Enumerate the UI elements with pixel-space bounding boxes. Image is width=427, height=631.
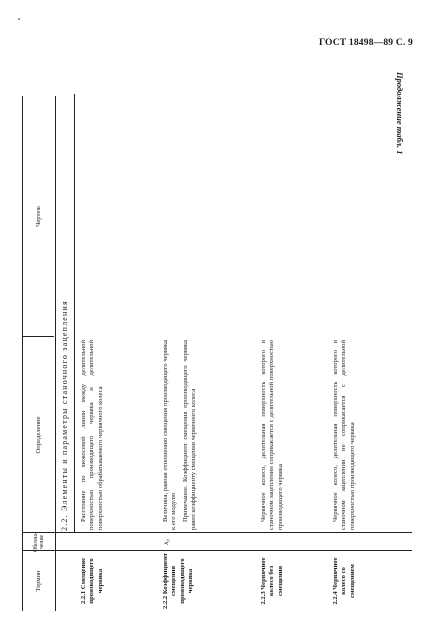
definition-text: Величина, равная отношению смещения производящего червяка к его модулю bbox=[162, 340, 178, 530]
definition-note: Примечание. Коэффициент смещения производящего червяка равен коэффициенту смещения червячного колеса bbox=[181, 340, 197, 530]
column-header-symbol: Обозна-чение bbox=[32, 532, 45, 552]
standard-header: ГОСТ 18498—89 С. 9 bbox=[319, 38, 413, 48]
rotated-table bbox=[22, 96, 412, 611]
column-header-definition: Определение bbox=[34, 416, 42, 454]
column-divider bbox=[22, 336, 54, 337]
definition-cell bbox=[332, 340, 357, 530]
column-header-drawing: Чертеж bbox=[34, 206, 42, 227]
term-cell: 2.2.1 Смещение производящего червяка bbox=[80, 557, 104, 605]
definition-text: Расстояние по межосевой линии между делительной поверхностью производящего червяка и делительной поверхностью обрабатываемого червячного колеса bbox=[80, 340, 104, 530]
table-continuation-label: Продолжение табл. 1 bbox=[395, 72, 405, 155]
term-cell: 2.2.2 Коэффициент смещения производящего червяка bbox=[162, 553, 194, 609]
column-header-term: Термин bbox=[34, 570, 42, 592]
definition-cell bbox=[80, 340, 105, 530]
table-header bbox=[22, 96, 56, 611]
section-title: 2.2. Элементы и параметры станочного зацепления bbox=[56, 94, 75, 533]
definition-text: Червячное колесо, делительная поверхность которого в станочном зацеплении не соприкасается с делительной поверхностью производящего червяка bbox=[332, 340, 356, 530]
definition-cell bbox=[260, 340, 285, 530]
column-divider bbox=[22, 550, 412, 551]
symbol-cell: x₀ bbox=[162, 539, 170, 545]
definition-cell bbox=[162, 340, 198, 530]
scan-speck bbox=[18, 18, 20, 20]
column-divider bbox=[22, 532, 412, 533]
term-cell: 2.2.3 Червячное колесо без смещения bbox=[260, 557, 284, 605]
definition-text: Червячное колесо, делительная поверхность которого в станочном зацеплении соприкасается с делительной поверхностью производящего червяка bbox=[260, 340, 284, 530]
term-cell: 2.2.4 Червячное колесо со смещением bbox=[332, 557, 356, 605]
